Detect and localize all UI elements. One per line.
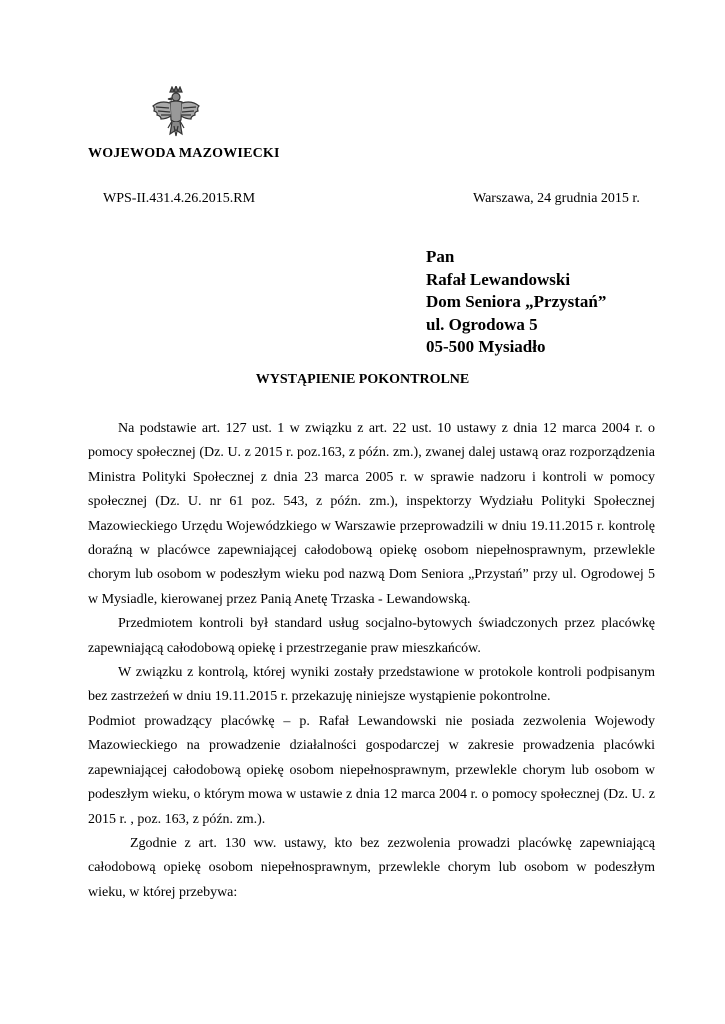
office-name: WOJEWODA MAZOWIECKI — [88, 146, 280, 161]
body-paragraph: Przedmiotem kontroli był standard usług socjalno-bytowych świadczonych przez placówkę zapewniającą całodobową opiekę i przestrzeganie praw mieszkańców. — [88, 616, 655, 656]
body-paragraph: Zgodnie z art. 130 ww. ustawy, kto bez zezwolenia prowadzi placówkę zapewniającą całodobową opiekę osobom niepełnosprawnym, przewlekle chorym lub osobom w podeszłym wieku, w której przebywa: — [88, 835, 655, 900]
recipient-line: Dom Seniora „Przystań” — [426, 292, 607, 311]
document-date: Warszawa, 24 grudnia 2015 r. — [473, 191, 640, 206]
recipient-line: ul. Ogrodowa 5 — [426, 314, 538, 334]
body-paragraph: Podmiot prowadzący placówkę – p. Rafał Lewandowski nie posiada zezwolenia Wojewody Mazowieckiego na prowadzenie działalności gospodarczej w zakresie prowadzenia placówki zapewniającej całodobową opiekę osobom niepełnosprawnym, przewlekle chorym lub osobom w podeszłym wieku, o którym mowa w ustawie z dnia 12 marca 2004 r. o pomocy społecznej (Dz. U. z 2015 r. , poz. 163, z późn. zm.). — [88, 713, 655, 827]
recipient-line: 05-500 Mysiadło — [426, 337, 546, 356]
document-title: WYSTĄPIENIE POKONTROLNE — [255, 372, 470, 387]
body-paragraph: Na podstawie art. 127 ust. 1 w związku z art. 22 ust. 10 ustawy z dnia 12 marca 2004 r. o pomocy społecznej (Dz. U. z 2015 r. poz.163, z późn. zm.), zwanej dalej ustawą oraz rozporządzenia Ministra Polityki Społecznej z dnia 23 marca 2005 r. w sprawie nadzoru i kontroli w pomocy społecznej (Dz. U. nr 61 poz. 543, z późn. zm.), inspektorzy Wydziału Polityki Społecznej Mazowieckiego Urzędu Wojewódzkiego w Warszawie przeprowadzili w dniu 19.11.2015 r. kontrolę doraźną w placówce zapewniającej całodobową opiekę osobom niepełnosprawnym, przewlekle chorym lub osobom w podeszłym wieku pod nazwą Dom Seniora „Przystań” przy ul. Ogrodowej 5 w Mysiadle, kierowanej przez Panią Anetę Trzaska - Lewandowską. — [88, 421, 655, 607]
case-signature: WPS-II.431.4.26.2015.RM — [103, 191, 256, 206]
eagle-emblem-icon — [150, 86, 202, 142]
document-body — [88, 417, 655, 905]
recipient-line: Pan — [426, 247, 455, 266]
recipient-address — [426, 246, 606, 359]
recipient-line: Rafał Lewandowski — [426, 269, 571, 289]
body-paragraph: W związku z kontrolą, której wyniki zostały przedstawione w protokole kontroli podpisanym bez zastrzeżeń w dniu 19.11.2015 r. przekazuję niniejsze wystąpienie pokontrolne. — [88, 665, 655, 705]
